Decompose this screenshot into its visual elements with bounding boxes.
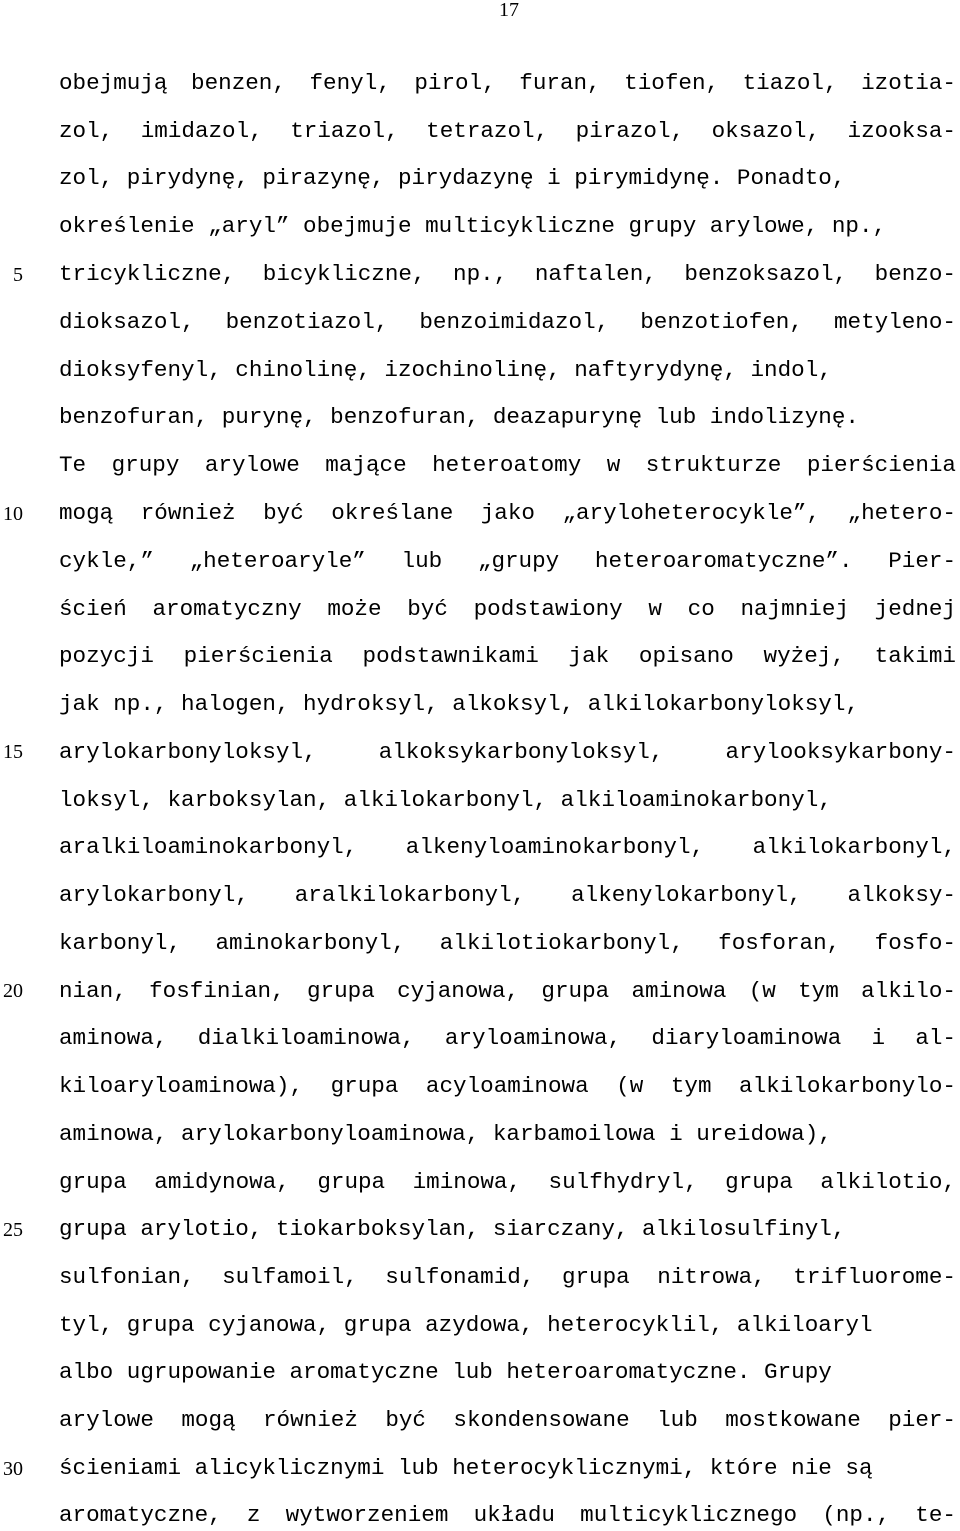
text-line: grupa arylotio, tiokarboksylan, siarczany, alkilosulfinyl,	[59, 1216, 846, 1242]
line-number-10: 10	[3, 503, 23, 525]
text-line: arylokarbonyloksyl, alkoksykarbonyloksyl, arylooksykarbony-	[59, 739, 956, 765]
line-number-30: 30	[3, 1458, 23, 1480]
text-line: aminowa, dialkiloaminowa, aryloaminowa, diaryloaminowa i al-	[59, 1025, 956, 1051]
text-line: loksyl, karboksylan, alkilokarbonyl, alkiloaminokarbonyl,	[59, 787, 832, 813]
line-number-25: 25	[3, 1219, 23, 1241]
line-number-5: 5	[13, 264, 23, 286]
text-line: ścień aromatyczny może być podstawiony w co najmniej jednej	[59, 596, 956, 622]
text-line: karbonyl, aminokarbonyl, alkilotiokarbonyl, fosforan, fosfo-	[59, 930, 956, 956]
text-line: mogą również być określane jako „aryloheterocykle”, „hetero-	[59, 500, 956, 526]
line-number-15: 15	[3, 741, 23, 763]
text-line: jak np., halogen, hydroksyl, alkoksyl, alkilokarbonyloksyl,	[59, 691, 859, 717]
text-line: cykle,” „heteroaryle” lub „grupy heteroaromatyczne”. Pier-	[59, 548, 956, 574]
text-line: grupa amidynowa, grupa iminowa, sulfhydryl, grupa alkilotio,	[59, 1169, 956, 1195]
text-line: nian, fosfinian, grupa cyjanowa, grupa aminowa (w tym alkilo-	[59, 978, 956, 1004]
text-line: aminowa, arylokarbonyloaminowa, karbamoilowa i ureidowa),	[59, 1121, 832, 1147]
text-line: arylowe mogą również być skondensowane lub mostkowane pier-	[59, 1407, 956, 1433]
text-line: ścieniami alicyklicznymi lub heterocyklicznymi, które nie są	[59, 1455, 873, 1481]
text-line: obejmują benzen, fenyl, pirol, furan, tiofen, tiazol, izotia-	[59, 70, 956, 96]
text-line: tyl, grupa cyjanowa, grupa azydowa, heterocyklil, alkiloaryl	[59, 1312, 873, 1338]
text-line: benzofuran, purynę, benzofuran, deazapurynę lub indolizynę.	[59, 404, 859, 430]
text-line: zol, pirydynę, pirazynę, pirydazynę i pirymidynę. Ponadto,	[59, 165, 846, 191]
text-line: sulfonian, sulfamoil, sulfonamid, grupa nitrowa, trifluorome-	[59, 1264, 956, 1290]
text-line: tricykliczne, bicykliczne, np., naftalen, benzoksazol, benzo-	[59, 261, 956, 287]
line-number-20: 20	[3, 980, 23, 1002]
text-line: kiloaryloaminowa), grupa acyloaminowa (w tym alkilokarbonylo-	[59, 1073, 956, 1099]
text-line: pozycji pierścienia podstawnikami jak opisano wyżej, takimi	[59, 643, 956, 669]
page-number: 17	[499, 0, 519, 21]
text-line: określenie „aryl” obejmuje multicykliczne grupy arylowe, np.,	[59, 213, 887, 239]
text-line: zol, imidazol, triazol, tetrazol, pirazol, oksazol, izooksa-	[59, 118, 956, 144]
text-line: Te grupy arylowe mające heteroatomy w strukturze pierścienia	[59, 452, 956, 478]
text-line: albo ugrupowanie aromatyczne lub heteroaromatyczne. Grupy	[59, 1359, 832, 1385]
text-line: dioksazol, benzotiazol, benzoimidazol, benzotiofen, metyleno-	[59, 309, 956, 335]
text-line: aromatyczne, z wytworzeniem układu multicyklicznego (np., te-	[59, 1502, 956, 1528]
text-line: dioksyfenyl, chinolinę, izochinolinę, naftyrydynę, indol,	[59, 357, 832, 383]
text-line: aralkiloaminokarbonyl, alkenyloaminokarbonyl, alkilokarbonyl,	[59, 834, 956, 860]
text-line: arylokarbonyl, aralkilokarbonyl, alkenylokarbonyl, alkoksy-	[59, 882, 956, 908]
